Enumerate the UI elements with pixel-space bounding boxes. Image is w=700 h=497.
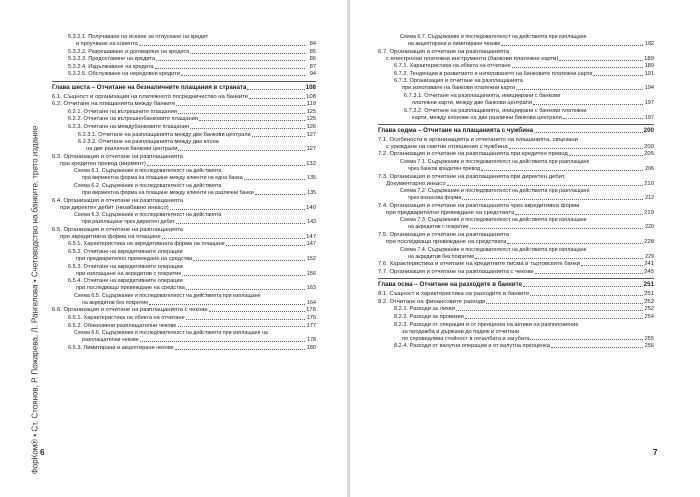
- toc-entry-title: при последващо превеждане на средствата: [386, 239, 507, 246]
- toc-entry[interactable]: [378, 93, 654, 99]
- toc-entry[interactable]: [52, 146, 316, 152]
- page-number-right: 7: [653, 448, 658, 457]
- toc-entry[interactable]: [52, 64, 316, 70]
- toc-page-number: 200: [644, 143, 654, 150]
- toc-entry[interactable]: [378, 314, 654, 320]
- dot-leader: [465, 318, 643, 319]
- toc-entry[interactable]: [52, 307, 316, 313]
- toc-entry-title: платежни карти, между две банкови централи: [412, 99, 532, 106]
- toc-page-number: 176: [306, 307, 316, 314]
- toc-page-number: 125: [306, 108, 316, 115]
- toc-scheme-entry[interactable]: [52, 183, 316, 189]
- toc-page-number: 119: [306, 101, 316, 108]
- dot-leader: [226, 245, 305, 246]
- toc-entry-title: 6.2.1. Отчитане на вътрешните плащания: [68, 108, 177, 115]
- dot-leader: [509, 148, 644, 149]
- toc-entry-title: при директен дебит (незабавно инкасо): [60, 204, 169, 211]
- toc-entry-title: чрез инкасова форма: [408, 195, 462, 202]
- toc-entry-title: Схема 6.5. Съдържание и последователност на действията при изплащане: [74, 292, 261, 299]
- toc-page-number: 182: [645, 41, 654, 47]
- toc-scheme-entry[interactable]: [378, 254, 654, 260]
- toc-page-number: 212: [645, 195, 654, 202]
- toc-page-number: 251: [643, 281, 654, 289]
- toc-scheme-entry[interactable]: [52, 300, 316, 306]
- toc-entry-title: Глава осма – Отчитане на разходите в банките: [378, 281, 523, 289]
- dot-leader: [533, 104, 643, 105]
- toc-scheme-entry[interactable]: [378, 224, 654, 230]
- dot-leader: [193, 260, 305, 261]
- toc-entry-title: на акцептирани и лимитирани чекове: [408, 41, 501, 47]
- toc-entry[interactable]: [52, 234, 316, 240]
- toc-entry[interactable]: [378, 336, 654, 342]
- toc-entry-title: на акредитив без покритие: [408, 253, 475, 260]
- toc-entry[interactable]: [378, 181, 654, 187]
- toc-entry[interactable]: [378, 322, 654, 328]
- toc-page-number: 132: [306, 160, 316, 167]
- dot-leader: [199, 120, 305, 121]
- dot-leader: [512, 67, 643, 68]
- toc-entry-title: 6.2.3.1. Отчитане на разплащанията между две банкови централи: [78, 131, 251, 138]
- toc-entry-title: 7.5. Организация и отчитане на разплащанията: [378, 232, 509, 239]
- dot-leader: [569, 155, 643, 156]
- toc-entry[interactable]: [52, 124, 316, 130]
- toc-scheme-entry[interactable]: [378, 159, 654, 165]
- toc-right: [378, 34, 654, 351]
- toc-entry[interactable]: [378, 291, 654, 297]
- toc-entry[interactable]: [378, 299, 654, 305]
- toc-scheme-entry[interactable]: [52, 337, 316, 343]
- dot-leader: [244, 179, 305, 180]
- toc-page-number: 228: [644, 239, 654, 246]
- chapter-divider: [52, 81, 316, 82]
- toc-scheme-entry[interactable]: [52, 219, 316, 225]
- toc-page-number: 143: [307, 219, 316, 226]
- toc-entry-title: 6.5.1. Характеристика на акредитивната форма на плащане: [68, 241, 225, 248]
- toc-chapter-heading[interactable]: [378, 282, 654, 288]
- toc-entry[interactable]: [52, 249, 316, 255]
- toc-page-number: 252: [644, 298, 654, 305]
- toc-page-number: 189: [644, 63, 654, 70]
- dot-leader: [486, 303, 643, 304]
- toc-entry[interactable]: [378, 306, 654, 312]
- toc-entry[interactable]: [378, 174, 654, 180]
- toc-page-number: 152: [306, 256, 316, 262]
- toc-page-number: 254: [644, 313, 654, 320]
- toc-entry[interactable]: [378, 71, 654, 77]
- dot-leader: [178, 150, 305, 151]
- dot-leader: [475, 258, 643, 259]
- toc-entry[interactable]: [52, 256, 316, 262]
- toc-entry-title: при последващо превеждане на средства: [76, 285, 185, 292]
- dot-leader: [535, 273, 643, 274]
- toc-entry-title: 6.2.3.2. Отчитане на разплащанията между два клона: [78, 139, 219, 146]
- toc-entry-title: 6.7.3. Организация и отчитане на разплащанията: [394, 78, 523, 85]
- toc-scheme-entry[interactable]: [378, 195, 654, 201]
- toc-page-number: 87: [309, 63, 316, 70]
- toc-chapter-heading[interactable]: [52, 85, 316, 91]
- toc-entry-title: 7.7. Организация и отчитане на разплащанията с чекове: [378, 268, 534, 275]
- dot-leader: [507, 243, 643, 244]
- toc-entry-title: Схема 6.2. Съдържание и последователност на действията: [74, 183, 222, 190]
- toc-page-number: 108: [306, 93, 316, 100]
- dot-leader: [534, 132, 642, 133]
- page-number-left: 6: [40, 448, 45, 457]
- toc-entry-title: на две различни банкови централи: [86, 146, 178, 153]
- dot-leader: [530, 339, 643, 340]
- dot-leader: [176, 223, 305, 224]
- toc-entry[interactable]: [52, 241, 316, 247]
- toc-page-number: 85: [309, 48, 316, 55]
- toc-entry[interactable]: [378, 269, 654, 275]
- toc-entry-title: 6.6.3. Лимитирани и акцептирани чекове: [68, 344, 174, 351]
- toc-entry-title: 6.5.2. Отчитане на акредитивните операции: [68, 249, 183, 255]
- toc-page-number: 108: [305, 83, 316, 91]
- toc-entry-title: при предварително превеждане на средствата: [386, 209, 515, 216]
- dot-leader: [149, 304, 305, 305]
- toc-entry-title: при използване на банкови платежни карти: [402, 85, 516, 92]
- toc-entry[interactable]: [378, 144, 654, 150]
- toc-entry-title: 6.6.1. Характеристика на обекта на отчитане: [68, 314, 185, 321]
- toc-page-number: 255: [644, 335, 654, 342]
- toc-entry-title: 6.6.2. Обикновени разплащателни чекове: [68, 322, 177, 329]
- toc-page-number: 140: [306, 204, 316, 211]
- dot-leader: [559, 60, 643, 61]
- toc-page-number: 94: [309, 71, 316, 78]
- toc-page-number: 135: [307, 175, 316, 182]
- toc-entry[interactable]: [52, 139, 316, 145]
- toc-entry-title: на акредитив с покритие: [408, 224, 469, 231]
- toc-entry[interactable]: [378, 78, 654, 84]
- toc-entry-title: 8.2. Отчитане на финансовите разходи: [378, 298, 486, 305]
- toc-page-number: 164: [307, 299, 316, 306]
- toc-entry[interactable]: [378, 239, 654, 245]
- toc-page-number: 229: [645, 253, 654, 260]
- toc-scheme-entry[interactable]: [52, 168, 316, 174]
- toc-entry[interactable]: [52, 56, 316, 62]
- toc-entry[interactable]: [378, 261, 654, 267]
- toc-page-number: 126: [306, 124, 316, 131]
- toc-entry[interactable]: [52, 154, 316, 160]
- toc-scheme-entry[interactable]: [378, 166, 654, 172]
- toc-entry[interactable]: [52, 116, 316, 122]
- toc-scheme-entry[interactable]: [378, 217, 654, 223]
- dot-leader: [530, 295, 643, 296]
- dot-leader: [170, 209, 305, 210]
- dot-leader: [447, 185, 643, 186]
- toc-page-number: 84: [309, 41, 316, 47]
- toc-entry-title: чрез банков кредитен превод: [408, 166, 481, 173]
- toc-chapter-heading[interactable]: [378, 128, 654, 134]
- toc-entry[interactable]: [52, 323, 316, 329]
- toc-entry-title: разплащателни чекове: [82, 337, 139, 344]
- toc-entry[interactable]: [52, 161, 316, 167]
- dot-leader: [182, 275, 305, 276]
- toc-entry[interactable]: [378, 329, 654, 335]
- toc-entry-title: 5.3.2.5. Обслужване на нередовни кредити: [68, 71, 180, 78]
- toc-entry-title: с електронни платежни инструменти (банкови платежни карти): [386, 55, 559, 62]
- toc-page-number: 163: [306, 285, 316, 292]
- toc-entry[interactable]: [52, 109, 316, 115]
- toc-entry-title: 6.2.2. Отчитане на вътрешнобанковите плащания: [68, 116, 198, 123]
- side-running-title-text: ФорКом® • Ст. Стоянов, Р. Пожарева, Л. Рангелова • Счетоводство на банките, трето издание: [30, 125, 40, 475]
- toc-entry[interactable]: [378, 203, 654, 209]
- toc-scheme-entry[interactable]: [52, 175, 316, 181]
- toc-page-number: 241: [644, 261, 654, 268]
- toc-entry-title: на акредитив без покритие: [82, 299, 149, 306]
- dot-leader: [186, 319, 305, 320]
- toc-entry-title: при разплащане чрез директен дебит: [82, 219, 175, 226]
- toc-entry-title: Схема 6.1. Съдържание и последователност на действията: [74, 168, 222, 175]
- toc-entry[interactable]: [52, 315, 316, 321]
- toc-entry-title: при вирментна форма на плащане между клиенти на една банка: [82, 175, 243, 182]
- toc-entry-title: 6.7.3.1. Отчитане на разплащанията, инициирани с банкови: [404, 92, 561, 99]
- toc-entry[interactable]: [52, 34, 316, 40]
- toc-scheme-entry[interactable]: [52, 190, 316, 196]
- toc-entry-title: 5.3.2.1. Получаване на искане за отпускане на кредит: [68, 34, 209, 40]
- dot-leader: [255, 194, 305, 195]
- toc-entry-title: Глава шеста – Отчитане на безналичните плащания в страната: [52, 83, 247, 91]
- toc-page-number: 147: [306, 233, 316, 240]
- toc-page-number: 135: [307, 190, 316, 197]
- dot-leader: [178, 326, 305, 327]
- toc-entry[interactable]: [52, 345, 316, 351]
- toc-entry-title: 5.3.2.4. Издължаване на кредита: [68, 63, 154, 70]
- dot-leader: [175, 349, 305, 350]
- toc-page-number: 206: [645, 166, 654, 173]
- toc-entry-title: 6.7.1. Характеристика на обекта на отчитане: [394, 63, 511, 70]
- toc-entry-title: 8.2.3. Разходи от операции и от преоценка на активи на разположение: [394, 321, 579, 328]
- toc-entry-title: Схема 7.3. Съдържание и последователност на действията при изплащане: [400, 217, 587, 224]
- dot-leader: [516, 89, 643, 90]
- toc-entry-title: 6.4. Организация и отчитане на разплащанията: [52, 197, 183, 204]
- toc-entry-title: за продажба и държани до падеж и отчитани: [402, 328, 520, 335]
- toc-entry[interactable]: [52, 227, 316, 233]
- toc-entry-title: Глава седма – Отчитане на плащанията с чужбина: [378, 126, 534, 134]
- toc-entry-title: Схема 6.6. Съдържание и последователност на действията при изплащане на: [74, 330, 268, 337]
- toc-page-number: 205: [644, 151, 654, 158]
- toc-page-number: 210: [644, 180, 654, 187]
- toc-entry-title: при акредитивна форма на плащане: [60, 233, 161, 240]
- toc-entry-title: с уреждане на сметни отношения с чужбина: [386, 143, 508, 150]
- toc-entry-title: карти, между клонове на две различни банкови централи: [412, 114, 562, 121]
- toc-entry[interactable]: [378, 115, 654, 121]
- toc-entry-title: 6.5. Организация и отчитане на разплащанията: [52, 226, 183, 233]
- toc-page-number: 156: [306, 270, 316, 277]
- toc-page-number: 219: [644, 209, 654, 216]
- dot-leader: [140, 341, 305, 342]
- toc-page-number: 180: [306, 344, 316, 351]
- toc-page-number: 178: [307, 337, 316, 344]
- toc-entry[interactable]: [378, 232, 654, 238]
- toc-entry-title: Схема 6.7. Съдържание и последователност на действията при изплащане: [400, 34, 587, 40]
- toc-entry-title: 6.3. Организация и отчитане на разплащанията: [52, 153, 183, 160]
- toc-page-number: 177: [306, 322, 316, 329]
- dot-leader: [252, 136, 305, 137]
- toc-page-number: 127: [306, 131, 316, 138]
- toc-entry-title: 6.6. Организация и отчитане на разплащанията с чекове: [52, 307, 208, 314]
- dot-leader: [462, 199, 643, 200]
- toc-entry-title: Схема 7.4. Съдържание и последователност на действията при изплащане: [400, 246, 587, 253]
- dot-leader: [470, 228, 643, 229]
- toc-page-number: 191: [644, 70, 654, 77]
- dot-leader: [190, 128, 305, 129]
- toc-entry[interactable]: [378, 56, 654, 62]
- toc-entry-title: 8.1. Същност и характеристика на разходите в банките: [378, 291, 530, 298]
- toc-entry-title: 6.2. Отчитане на плащанията между банките: [52, 101, 176, 108]
- dot-leader: [456, 310, 643, 311]
- toc-scheme-entry[interactable]: [52, 330, 316, 336]
- toc-entry[interactable]: [52, 71, 316, 77]
- toc-entry[interactable]: [52, 285, 316, 291]
- toc-entry[interactable]: [52, 205, 316, 211]
- toc-entry[interactable]: [378, 49, 654, 55]
- dot-leader: [515, 214, 643, 215]
- toc-page-number: 127: [306, 146, 316, 153]
- toc-page-number: 197: [644, 99, 654, 106]
- toc-entry-title: 6.2.3. Отчитане на междубанковите плащания: [68, 124, 189, 131]
- toc-entry-title: 7.1. Особености в организацията и отчитането на плащанията, свързани: [378, 136, 578, 143]
- dot-leader: [481, 170, 643, 171]
- dot-leader: [593, 75, 643, 76]
- toc-entry-title: 5.3.2.3. Предоставяне на кредита: [68, 56, 156, 63]
- toc-entry-title: 5.3.2.2. Разрешаване и договаряне на кредита: [68, 48, 190, 55]
- toc-entry[interactable]: [52, 198, 316, 204]
- toc-entry[interactable]: [378, 137, 654, 143]
- dot-leader: [156, 60, 305, 61]
- toc-entry[interactable]: [52, 101, 316, 107]
- toc-entry-title: 7.4. Организация и отчитане на разплащанията чрез акредитивна форма: [378, 202, 580, 209]
- toc-scheme-entry[interactable]: [52, 293, 316, 299]
- toc-entry-title: 6.7.3.2. Отчитане на разплащанията, инициирани с банкови платежни: [404, 107, 587, 114]
- dot-leader: [190, 53, 305, 54]
- dot-leader: [501, 45, 643, 46]
- toc-entry-title: Документарно инкасо: [386, 180, 446, 187]
- side-running-title: [28, 125, 42, 475]
- toc-entry[interactable]: [52, 41, 316, 47]
- dot-leader: [178, 113, 305, 114]
- toc-entry-title: и проучване на клиента: [76, 41, 138, 47]
- toc-entry[interactable]: [52, 94, 316, 100]
- toc-page-number: 245: [644, 268, 654, 275]
- chapter-divider: [378, 278, 654, 279]
- toc-entry-title: при кредитен превод (вирмент): [60, 160, 146, 167]
- dot-leader: [139, 45, 305, 46]
- toc-page-number: 251: [644, 291, 654, 298]
- dot-leader: [162, 238, 305, 239]
- toc-scheme-entry[interactable]: [378, 41, 654, 47]
- toc-entry[interactable]: [52, 49, 316, 55]
- toc-entry-title: 6.7.2. Тенденции в развитието и използването на банковите платежни карти: [394, 70, 593, 77]
- toc-entry-title: по справедлива стойност в печалбата и загубата: [402, 335, 530, 342]
- dot-leader: [181, 75, 305, 76]
- dot-leader: [186, 289, 305, 290]
- toc-entry[interactable]: [52, 264, 316, 270]
- toc-entry-title: 6.5.4. Отчитане на акредитивните операции: [68, 278, 183, 285]
- toc-page-number: 125: [306, 116, 316, 123]
- toc-page-number: 147: [306, 241, 316, 248]
- toc-entry[interactable]: [378, 63, 654, 69]
- toc-page-number: 197: [644, 114, 654, 121]
- toc-entry-title: 8.2.2. Разходи за провизии: [394, 313, 464, 320]
- dot-leader: [247, 89, 304, 90]
- toc-entry-title: Схема 7.1. Съдържание и последователност на действията при разплащане: [400, 159, 590, 166]
- toc-entry[interactable]: [52, 278, 316, 284]
- toc-entry-title: 6.7. Организация и отчитане на разплащанията: [378, 48, 509, 55]
- toc-scheme-entry[interactable]: [52, 212, 316, 218]
- toc-entry[interactable]: [52, 271, 316, 277]
- toc-page-number: 194: [644, 85, 654, 92]
- toc-entry[interactable]: [378, 151, 654, 157]
- dot-leader: [581, 265, 643, 266]
- toc-left: [52, 34, 316, 352]
- dot-leader: [551, 347, 643, 348]
- toc-scheme-entry[interactable]: [378, 247, 654, 253]
- toc-entry-title: 6.1. Същност и организация на платежното посредничество на банките: [52, 93, 248, 100]
- toc-entry-title: 8.2.4. Разходи от валутни операции и от валутна преоценка: [394, 343, 550, 350]
- toc-entry-title: 7.6. Характеристика и отчитане на кредитните писма в търговските банки: [378, 261, 580, 268]
- dot-leader: [249, 98, 305, 99]
- dot-leader: [523, 286, 643, 287]
- toc-page-number: 176: [306, 314, 316, 321]
- toc-page-number: 256: [644, 343, 654, 350]
- toc-entry-title: при вирментна форма на плащане между клиенти на различни банки: [82, 190, 254, 197]
- toc-entry-title: 6.5.3. Отчитане на акредитивните операции: [68, 263, 183, 270]
- toc-page-number: 252: [644, 306, 654, 313]
- dot-leader: [176, 105, 305, 106]
- toc-scheme-entry[interactable]: [378, 188, 654, 194]
- toc-entry[interactable]: [378, 85, 654, 91]
- toc-entry-title: Схема 6.3. Съдържание и последователност на действията: [74, 212, 222, 219]
- toc-page-number: 86: [309, 56, 316, 63]
- toc-entry-title: 7.3. Организация и отчитане на разплащанията при директен дебит.: [378, 173, 566, 180]
- toc-entry-title: Схема 7.2. Съдържание и последователност на действията при разплащане: [400, 188, 590, 195]
- toc-page-number: 220: [645, 224, 654, 231]
- dot-leader: [563, 118, 643, 119]
- toc-entry-title: 7.2. Организация и отчитане на разплащанията при кредитен превод: [378, 151, 568, 158]
- toc-entry[interactable]: [52, 132, 316, 138]
- dot-leader: [209, 311, 305, 312]
- toc-page-number: 200: [643, 126, 654, 134]
- toc-entry-title: 8.2.1. Разходи за лихви: [394, 306, 455, 313]
- toc-entry-title: при изплащане на акредитив с покритие: [76, 270, 182, 277]
- toc-entry[interactable]: [378, 100, 654, 106]
- toc-entry[interactable]: [378, 108, 654, 114]
- toc-entry[interactable]: [378, 210, 654, 216]
- toc-entry[interactable]: [378, 343, 654, 349]
- chapter-divider: [378, 124, 654, 125]
- dot-leader: [155, 68, 305, 69]
- toc-scheme-entry[interactable]: [378, 34, 654, 40]
- toc-entry-title: при предварително превеждане на средства: [76, 256, 193, 262]
- toc-page-number: 189: [644, 55, 654, 62]
- dot-leader: [147, 165, 305, 166]
